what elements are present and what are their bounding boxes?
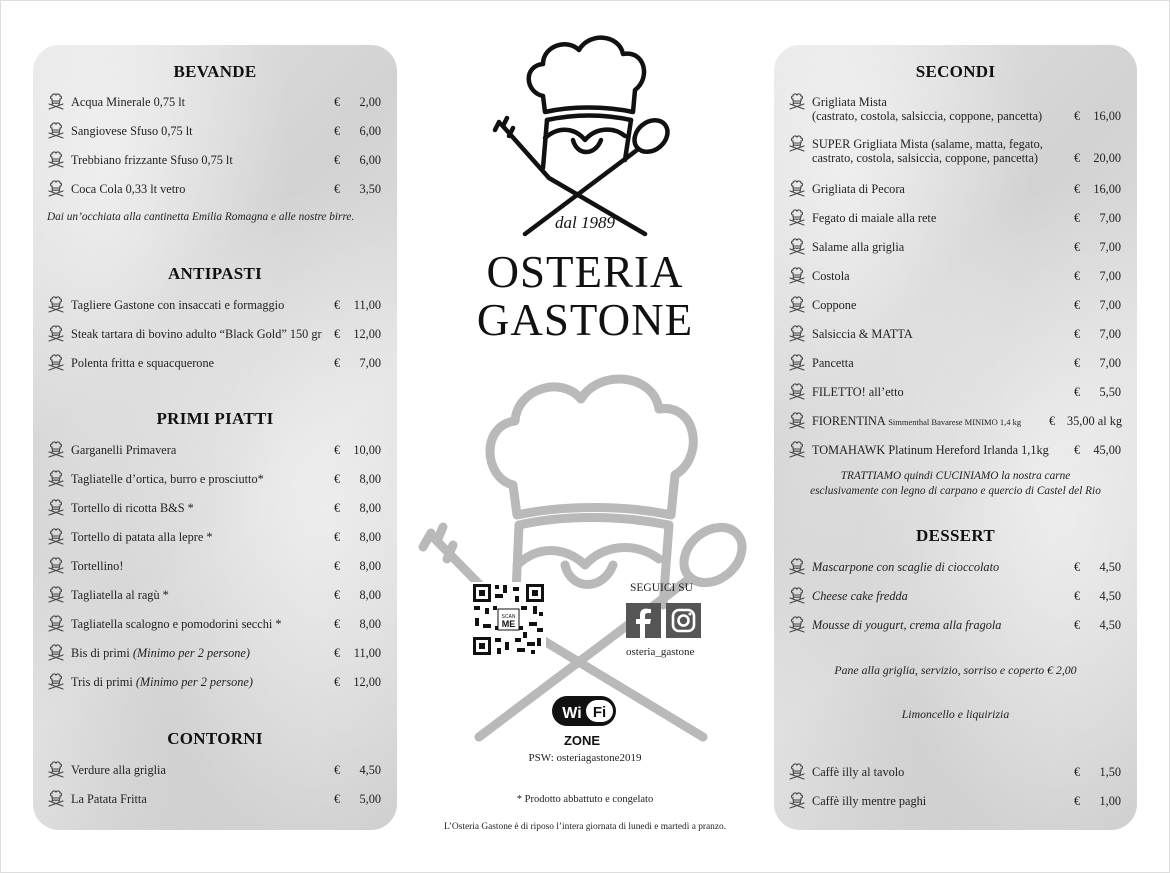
currency-symbol: € (1049, 414, 1056, 428)
menu-item-name: Grigliata Mista (812, 95, 887, 109)
menu-item-price: 16,00 (1093, 182, 1121, 196)
chef-icon (47, 324, 65, 342)
chef-icon (47, 760, 65, 778)
menu-item-name: Tortello di ricotta B&S * (71, 501, 194, 515)
left-menu-panel (33, 45, 397, 830)
menu-item-name: Mousse di yougurt, crema alla fragola (812, 618, 1002, 632)
menu-item-price: 3,50 (359, 182, 381, 196)
menu-item-price: 7,00 (1099, 298, 1121, 312)
menu-item-name: Acqua Minerale 0,75 lt (71, 95, 186, 109)
svg-text:ME: ME (501, 619, 516, 629)
menu-item-name: Bis di primi (Minimo per 2 persone) (71, 646, 250, 660)
qr-code-icon[interactable] (471, 582, 546, 657)
chef-icon (47, 295, 65, 313)
currency-symbol: € (1074, 794, 1081, 808)
menu-item-name: Steak tartara di bovino adulto “Black Gold” 150 gr (71, 327, 322, 341)
menu-item-price: 8,00 (359, 472, 381, 486)
section-title-dessert: DESSERT (916, 526, 995, 545)
currency-symbol: € (334, 327, 341, 341)
menu-item-price: 7,00 (1099, 211, 1121, 225)
social-handle: osteria_gastone (626, 646, 695, 658)
chef-icon (47, 527, 65, 545)
bevande-note: Dai un’occhiata alla cantinetta Emilia Romagna e alle nostre birre. (47, 211, 355, 223)
chef-icon (788, 557, 806, 575)
chef-icon (788, 440, 806, 458)
section-title-antipasti: ANTIPASTI (167, 264, 263, 283)
menu-item-name: Costola (812, 269, 850, 283)
menu-item-name: Caffè illy al tavolo (812, 765, 905, 779)
chef-icon (47, 353, 65, 371)
chef-icon (788, 208, 806, 226)
chef-icon (47, 498, 65, 516)
closing-note: L’Osteria Gastone è di riposo l’intera giornata di lunedì e martedì a pranzo. (443, 822, 727, 832)
chef-icon (788, 586, 806, 604)
currency-symbol: € (1074, 443, 1081, 457)
section-title-primi: PRIMI PIATTI (156, 409, 274, 428)
currency-symbol: € (334, 646, 341, 660)
menu-item-name: Polenta fritta e squacquerone (71, 356, 215, 370)
instagram-icon[interactable] (666, 603, 701, 638)
menu-item-name: Tortellino! (71, 559, 124, 573)
menu-item-name: TOMAHAWK Platinum Hereford Irlanda 1,1kg (812, 443, 1049, 457)
menu-item-price: 7,00 (359, 356, 381, 370)
svg-text:SCAN: SCAN (501, 614, 516, 620)
currency-symbol: € (1074, 182, 1081, 196)
menu-item-price: 11,00 (353, 646, 381, 660)
menu-item-name: Garganelli Primavera (71, 443, 177, 457)
menu-item-price: 4,50 (1099, 589, 1121, 603)
coperto-note: Pane alla griglia, servizio, sorriso e coperto € 2,00 (834, 663, 1077, 677)
menu-item-price: 16,00 (1093, 109, 1121, 123)
menu-item-name: Caffè illy mentre paghi (812, 794, 927, 808)
menu-item-price: 10,00 (353, 443, 381, 457)
menu-item-price: 4,50 (1099, 560, 1121, 574)
chef-icon (788, 179, 806, 197)
menu-item-name: Grigliata di Pecora (812, 182, 905, 196)
menu-item-price: 11,00 (353, 298, 381, 312)
currency-symbol: € (334, 501, 341, 515)
since-label: dal 1989 (555, 213, 615, 232)
footnote-frozen: * Prodotto abbattuto e congelato (516, 794, 654, 805)
currency-symbol: € (334, 356, 341, 370)
section-title-contorni: CONTORNI (167, 729, 263, 748)
chef-icon (47, 440, 65, 458)
currency-symbol: € (334, 124, 341, 138)
menu-item-price: 6,00 (359, 124, 381, 138)
currency-symbol: € (1074, 560, 1081, 574)
currency-symbol: € (1074, 151, 1081, 165)
wifi-zone-icon (550, 694, 620, 749)
currency-symbol: € (1074, 240, 1081, 254)
chef-icon (788, 134, 806, 152)
chef-icon (788, 295, 806, 313)
secondi-note-line-1: TRATTIAMO quindi CUCINIAMO la nostra carne (840, 470, 1071, 482)
secondi-note-line-2: esclusivamente con legno di carpano e quercio di Castel del Rio (810, 485, 1101, 497)
menu-item-price: 7,00 (1099, 269, 1121, 283)
menu-item-price: 35,00 al kg (1067, 414, 1122, 428)
section-title-bevande: BEVANDE (173, 62, 257, 81)
currency-symbol: € (1074, 356, 1081, 370)
menu-item-name: SUPER Grigliata Mista (salame, matta, fegato, (812, 137, 1043, 151)
menu-item-name: Sangiovese Sfuso 0,75 lt (71, 124, 193, 138)
currency-symbol: € (1074, 269, 1081, 283)
chef-icon (47, 150, 65, 168)
chef-icon (47, 585, 65, 603)
currency-symbol: € (1074, 211, 1081, 225)
menu-item-name: Tagliatella al ragù * (71, 588, 169, 602)
chef-icon (47, 789, 65, 807)
currency-symbol: € (334, 472, 341, 486)
menu-item-price: 7,00 (1099, 240, 1121, 254)
menu-item-price: 2,00 (359, 95, 381, 109)
chef-icon (47, 121, 65, 139)
chef-icon (788, 411, 806, 429)
menu-item-name: Tagliere Gastone con insaccati e formaggio (71, 298, 285, 312)
menu-item-price: 6,00 (359, 153, 381, 167)
menu-item-detail-small: Simmenthal Bavarese MINIMO 1,4 kg (888, 417, 1022, 427)
chef-icon (788, 266, 806, 284)
menu-item-price: 1,50 (1099, 765, 1121, 779)
facebook-icon[interactable] (626, 603, 661, 638)
chef-icon (47, 92, 65, 110)
currency-symbol: € (334, 559, 341, 573)
menu-item-price: 5,00 (359, 792, 381, 806)
menu-item-price: 5,50 (1099, 385, 1121, 399)
chef-icon (47, 672, 65, 690)
currency-symbol: € (334, 298, 341, 312)
currency-symbol: € (334, 792, 341, 806)
menu-item-price: 8,00 (359, 559, 381, 573)
menu-item-suffix: (Minimo per 2 persone) (132, 646, 250, 660)
currency-symbol: € (334, 443, 341, 457)
menu-item-name: Fegato di maiale alla rete (812, 211, 937, 225)
currency-symbol: € (334, 763, 341, 777)
menu-item-price: 45,00 (1093, 443, 1121, 457)
currency-symbol: € (1074, 109, 1081, 123)
menu-item-name: Coca Cola 0,33 lt vetro (71, 182, 186, 196)
menu-item-price: 4,50 (1099, 618, 1121, 632)
social-label: SEGUICI SU (630, 582, 693, 594)
currency-symbol: € (334, 95, 341, 109)
chef-icon (788, 353, 806, 371)
currency-symbol: € (334, 617, 341, 631)
menu-item-price: 8,00 (359, 588, 381, 602)
chef-icon (47, 469, 65, 487)
currency-symbol: € (1074, 618, 1081, 632)
section-title-secondi: SECONDI (915, 62, 996, 81)
menu-item-name: Mascarpone con scaglie di cioccolato (812, 560, 1000, 574)
chef-icon (788, 237, 806, 255)
brand-line-2: GASTONE (476, 295, 694, 345)
menu-item-price: 12,00 (353, 675, 381, 689)
menu-item-price: 7,00 (1099, 327, 1121, 341)
currency-symbol: € (1074, 298, 1081, 312)
menu-item-name: Coppone (812, 298, 857, 312)
currency-symbol: € (334, 530, 341, 544)
menu-item-name: Tris di primi (Minimo per 2 persone) (71, 675, 253, 689)
menu-item-name: Salsiccia & MATTA (812, 327, 913, 341)
currency-symbol: € (334, 182, 341, 196)
currency-symbol: € (334, 153, 341, 167)
liquori-note: Limoncello e liquirizia (901, 707, 1010, 721)
currency-symbol: € (334, 588, 341, 602)
chef-watermark-icon (413, 365, 758, 750)
menu-item-suffix: (Minimo per 2 persone) (135, 675, 253, 689)
menu-item-name: Cheese cake fredda (812, 589, 908, 603)
menu-item-name: Tagliatelle d’ortica, burro e prosciutto* (71, 472, 264, 486)
chef-icon (788, 382, 806, 400)
chef-icon (47, 556, 65, 574)
chef-icon (47, 643, 65, 661)
menu-item-price: 7,00 (1099, 356, 1121, 370)
menu-item-name: Salame alla griglia (812, 240, 905, 254)
currency-symbol: € (1074, 327, 1081, 341)
menu-item-name: Trebbiano frizzante Sfuso 0,75 lt (71, 153, 233, 167)
brand-line-1: OSTERIA (486, 247, 684, 297)
currency-symbol: € (1074, 589, 1081, 603)
menu-item-price: 1,00 (1099, 794, 1121, 808)
menu-item-detail: castrato, costola, salsiccia, coppone, pancetta) (812, 151, 1039, 165)
svg-text:Wi: Wi (562, 705, 582, 722)
chef-icon (47, 179, 65, 197)
menu-item-price: 12,00 (353, 327, 381, 341)
currency-symbol: € (1074, 385, 1081, 399)
wifi-password: PSW: osteriagastone2019 (528, 752, 642, 764)
wifi-zone-label: ZONE (563, 733, 601, 748)
menu-item-price: 4,50 (359, 763, 381, 777)
currency-symbol: € (334, 675, 341, 689)
svg-text:Fi: Fi (592, 704, 607, 721)
currency-symbol: € (1074, 765, 1081, 779)
menu-item-name: La Patata Fritta (71, 792, 147, 806)
chef-logo-icon (485, 28, 685, 240)
chef-icon (788, 615, 806, 633)
menu-item-price: 8,00 (359, 617, 381, 631)
menu-item-name: FILETTO! all’etto (812, 385, 904, 399)
menu-item-name: Pancetta (812, 356, 854, 370)
menu-item-price: 8,00 (359, 501, 381, 515)
chef-icon (788, 92, 806, 110)
menu-item-price: 8,00 (359, 530, 381, 544)
menu-item-name: Tortello di patata alla lepre * (71, 530, 213, 544)
menu-item-name: FIORENTINA Simmenthal Bavarese MINIMO 1,4 kg (812, 414, 1022, 428)
menu-item-price: 20,00 (1093, 151, 1121, 165)
menu-item-detail: (castrato, costola, salsiccia, coppone, pancetta) (812, 109, 1043, 123)
right-menu-panel (774, 45, 1137, 830)
menu-item-name: Verdure alla griglia (71, 763, 166, 777)
chef-icon (47, 614, 65, 632)
chef-icon (788, 762, 806, 780)
chef-icon (788, 791, 806, 809)
menu-item-name: Tagliatella scalogno e pomodorini secchi * (71, 617, 282, 631)
chef-icon (788, 324, 806, 342)
